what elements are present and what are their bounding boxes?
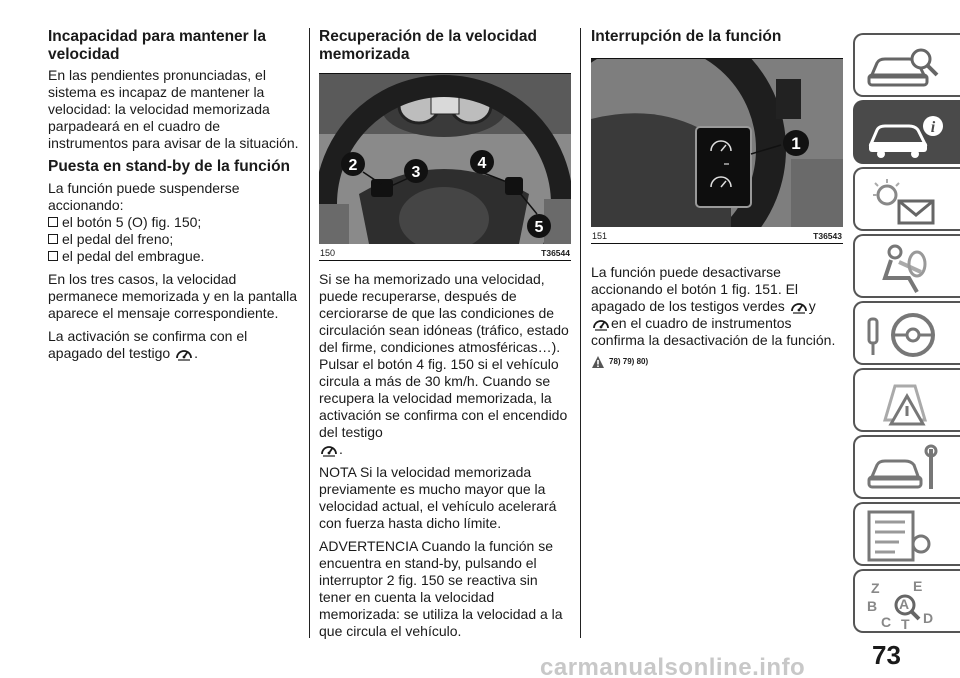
- heading-interrupcion: Interrupción de la función: [591, 28, 782, 45]
- figure-code: T36544: [541, 248, 570, 258]
- steering-control-photo: [591, 59, 843, 227]
- car-search-icon: [865, 41, 945, 93]
- figure-150: [319, 73, 571, 261]
- heading-recuperacion: Recuperación de la velocidad memorizada: [319, 28, 537, 63]
- figure-caption: [591, 227, 843, 243]
- svg-text:2: 2: [348, 157, 358, 174]
- svg-text:4: 4: [477, 155, 487, 172]
- paragraph-nota: NOTA Si la velocidad memorizada previamente es mucho mayor que la velocidad actual, el vehículo acelerará con fuerza hasta dicho límite.: [319, 464, 557, 531]
- tab-checklist[interactable]: [853, 502, 960, 566]
- paragraph: La activación se confirma con el apagado del testigo .: [48, 327, 248, 361]
- callout-2: [341, 152, 365, 176]
- column-2: [319, 28, 571, 646]
- airbag-seat-icon: [865, 242, 945, 294]
- car-info-icon: [865, 108, 945, 160]
- tab-warning-road[interactable]: [853, 368, 960, 432]
- steering-wheel-photo: [319, 74, 571, 244]
- cruise-control-icon: [174, 346, 194, 362]
- figure-code: T36543: [813, 230, 842, 241]
- svg-text:B: B: [867, 598, 878, 614]
- cruise-control-icon: [789, 299, 809, 315]
- warning-hand-icon: [591, 355, 605, 369]
- cruise-control-icon: [591, 316, 611, 332]
- lights-message-icon: [865, 175, 945, 227]
- callout-3: [404, 159, 428, 183]
- paragraph: Si se ha memorizado una velocidad, puede recuperarse, después de cerciorarse de que las condiciones de circulación sean idóneas (tráfico, estado del firme, condiciones atmosféricas…). Pulsar el botón 4 fig. 150 si el vehículo circula a más de 30 km/h. Cuando se recupera la velocidad memorizada, la activación se confirma con el encendido del testigo .: [319, 271, 569, 457]
- column-divider: [309, 28, 310, 638]
- tab-car-wrench[interactable]: [853, 435, 960, 499]
- page-number: 73: [872, 640, 901, 670]
- svg-text:i: i: [930, 119, 936, 136]
- callout-5: [527, 214, 551, 238]
- svg-text:1: 1: [791, 133, 801, 153]
- tab-airbag-seat[interactable]: [853, 234, 960, 298]
- svg-text:3: 3: [411, 164, 421, 181]
- tab-key-steering[interactable]: [853, 301, 960, 365]
- checkbox-bullet-icon: [48, 234, 58, 244]
- callout-4: [470, 150, 494, 174]
- checklist-icon: [865, 510, 945, 562]
- paragraph: La función puede suspenderse accionando:: [48, 179, 240, 213]
- warning-road-icon: [865, 376, 945, 428]
- svg-text:A: A: [899, 596, 910, 612]
- warning-references: 78) 79) 80): [591, 355, 843, 369]
- column-1: [48, 28, 300, 368]
- heading-incapacidad: Incapacidad para mantener la velocidad: [48, 28, 266, 63]
- svg-text:E: E: [913, 578, 923, 594]
- car-wrench-icon: [865, 443, 945, 495]
- chapter-tabs: [853, 33, 960, 636]
- watermark: carmanualsonline.info: [540, 654, 806, 678]
- figure-151: [591, 58, 843, 244]
- svg-text:C: C: [881, 614, 892, 629]
- column-divider: [580, 28, 581, 638]
- heading-stand-by: Puesta en stand-by de la función: [48, 158, 291, 175]
- key-steering-icon: [865, 309, 945, 361]
- list-item: el botón 5 (O) fig. 150;: [48, 214, 300, 231]
- checkbox-bullet-icon: [48, 251, 58, 261]
- figure-caption: [319, 244, 571, 260]
- svg-text:D: D: [923, 610, 934, 626]
- index-search-icon: [865, 577, 945, 629]
- paragraph: En las pendientes pronunciadas, el sistema es incapaz de mantener la velocidad: la velocidad memorizada parpadeará en el cuadro de instrumentos para avisar de la situación.: [48, 67, 299, 151]
- column-3: [591, 28, 843, 369]
- cruise-control-icon: [319, 442, 339, 458]
- paragraph-advertencia: ADVERTENCIA Cuando la función se encuentra en stand-by, pulsando el interruptor 2 fig. 150 se reactiva sin tener en cuenta la velocidad memorizada: se utiliza la velocidad a la que circula el vehículo.: [319, 538, 563, 639]
- svg-text:T: T: [901, 616, 910, 629]
- list-item: el pedal del embrague.: [48, 248, 300, 265]
- paragraph: En los tres casos, la velocidad permanece memorizada y en la pantalla aparece el mensaje correspondiente.: [48, 270, 298, 321]
- svg-text:5: 5: [534, 219, 544, 236]
- tab-index-search[interactable]: [853, 569, 960, 633]
- svg-text:Z: Z: [871, 580, 880, 596]
- tab-car-info[interactable]: [853, 100, 960, 164]
- checkbox-bullet-icon: [48, 217, 58, 227]
- tab-lights-message[interactable]: [853, 167, 960, 231]
- list-item: el pedal del freno;: [48, 231, 300, 248]
- tab-car-search[interactable]: [853, 33, 960, 97]
- figure-number: 150: [320, 248, 336, 258]
- callout-1: [783, 130, 809, 156]
- figure-number: 151: [592, 230, 608, 241]
- paragraph: La función puede desactivarse accionando el botón 1 fig. 151. El apagado de los testigos verdes y en el cuadro de instrumentos confirma la desactivación de la función.: [591, 263, 836, 348]
